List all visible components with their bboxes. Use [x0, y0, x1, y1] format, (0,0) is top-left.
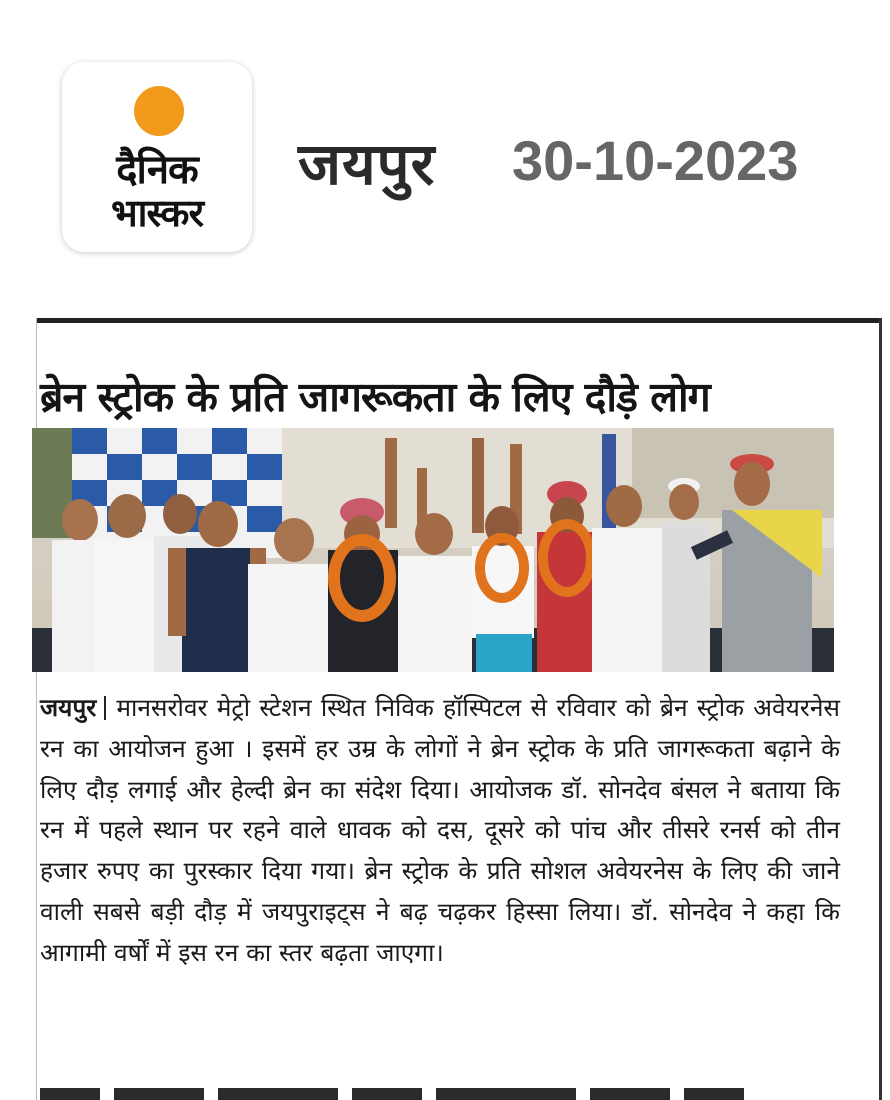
article-dateline: जयपुर: [40, 693, 97, 722]
logo-text-line2: भास्कर: [110, 191, 204, 235]
dainik-bhaskar-logo: [62, 62, 252, 252]
logo-text-line1: दैनिक: [116, 147, 198, 193]
article-body: [40, 688, 840, 974]
article-headline: ब्रेन स्ट्रोक के प्रति जागरूकता के लिए दौड़े लोग: [40, 373, 710, 421]
logo-sun-icon: [134, 86, 184, 136]
edition-date: 30-10-2023: [512, 129, 799, 192]
dateline-separator: [104, 696, 106, 720]
article-photo: [32, 428, 834, 672]
clipping-top-rule: [36, 318, 882, 323]
clipping-right-rule: [879, 318, 882, 1100]
article-text: मानसरोवर मेट्रो स्टेशन स्थित निविक हॉस्पिटल से रविवार को ब्रेन स्ट्रोक अवेयरनेस रन का आयोजन हुआ । इसमें हर उम्र के लोगों ने ब्रेन स्ट्रोक के प्रति जागरूकता बढ़ाने के लिए दौड़ लगाई और हेल्दी ब्रेन का संदेश दिया। आयोजक डॉ. सोनदेव बंसल ने बताया कि रन में पहले स्थान पर रहने वाले धावक को दस, दूसरे को पांच और तीसरे रनर्स को तीन हजार रुपए का पुरस्कार दिया गया। ब्रेन स्ट्रोक के प्रति सोशल अवेयरनेस के लिए की जाने वाली सबसे बड़ी दौड़ में जयपुराइट्स ने बढ़ चढ़कर हिस्सा लिया। डॉ. सोनदेव ने कहा कि आगामी वर्षों में इस रन का स्तर बढ़ता जाएगा।: [40, 693, 840, 967]
edition-city: जयपुर: [298, 130, 436, 198]
truncated-next-line: [40, 1082, 800, 1100]
